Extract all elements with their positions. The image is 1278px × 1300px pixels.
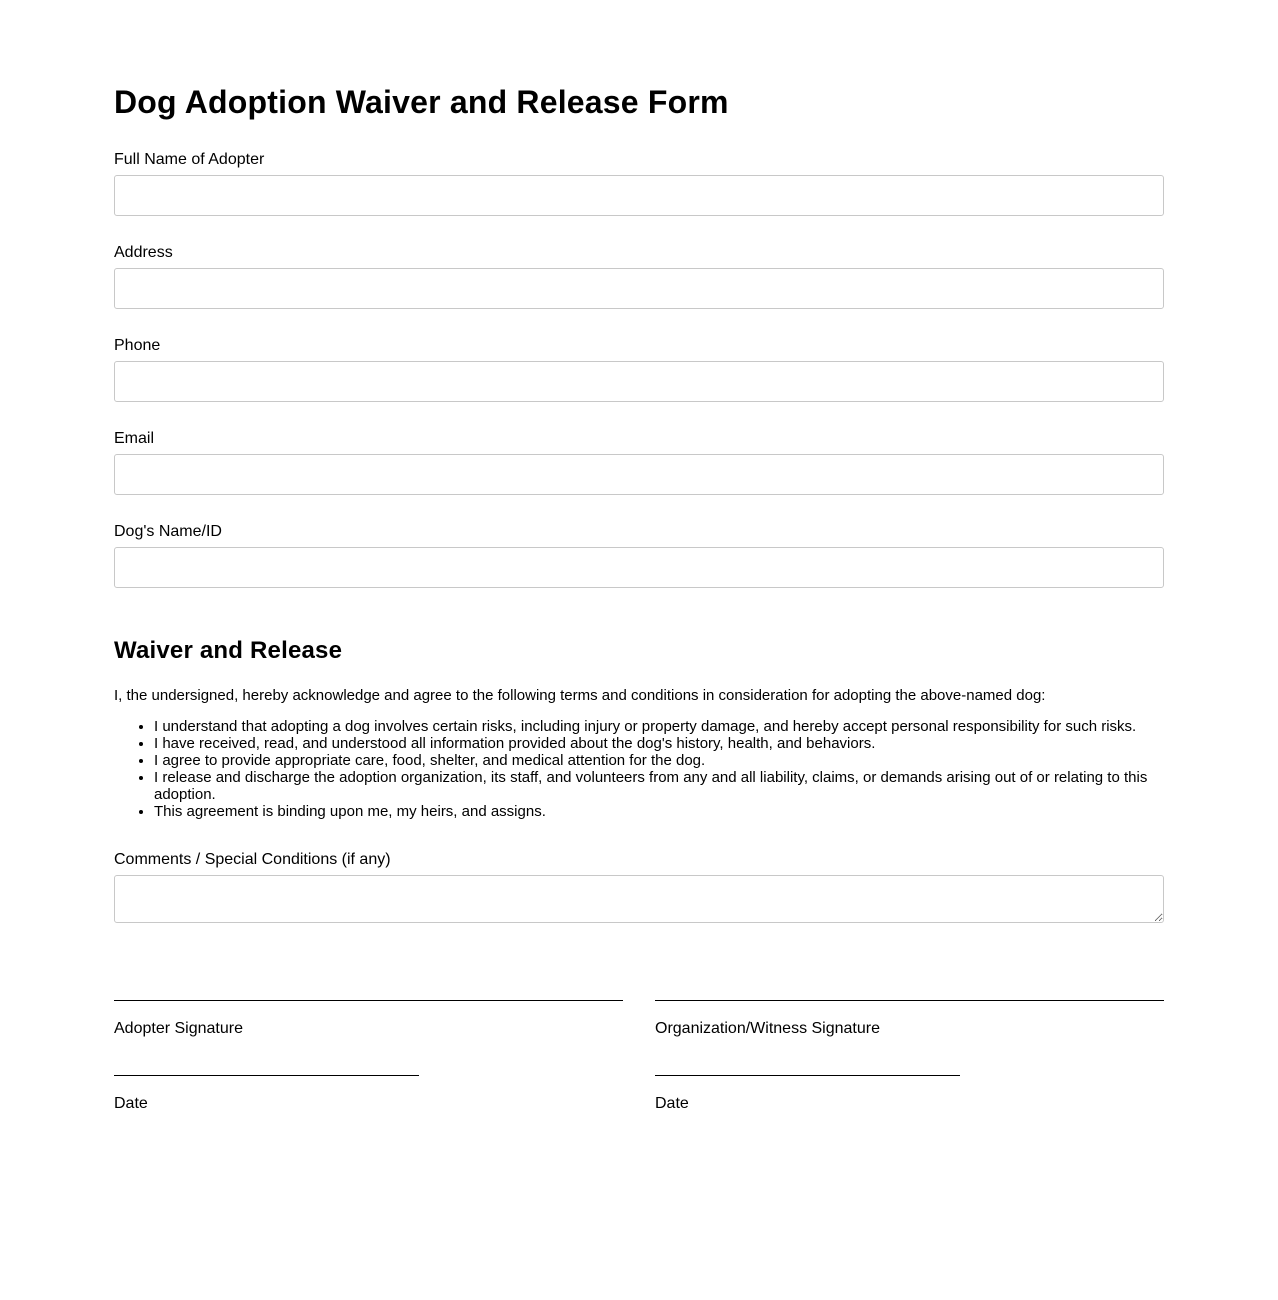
full-name-label: Full Name of Adopter: [114, 151, 265, 168]
witness-signature-label: Organization/Witness Signature: [655, 1020, 880, 1037]
waiver-term-item: • I agree to provide appropriate care, food, shelter, and medical attention for the dog.: [154, 752, 1164, 769]
address-label: Address: [114, 244, 173, 261]
adopter-signature-label: Adopter Signature: [114, 1020, 243, 1037]
email-group: [114, 430, 1164, 495]
page-title: Dog Adoption Waiver and Release Form: [114, 84, 729, 120]
witness-date-line[interactable]: [655, 1075, 960, 1076]
address-input[interactable]: [114, 268, 1164, 309]
comments-group: [114, 851, 1164, 923]
full-name-group: [114, 151, 1164, 216]
dog-name-label: Dog's Name/ID: [114, 523, 222, 540]
adopter-signature-line[interactable]: [114, 1000, 623, 1001]
phone-label: Phone: [114, 337, 161, 354]
full-name-input[interactable]: [114, 175, 1164, 216]
waiver-term-item: • I release and discharge the adoption organization, its staff, and volunteers from any and all liability, claims, or demands arising out of or relating to this adoption.: [154, 769, 1164, 803]
witness-date-label: Date: [655, 1095, 689, 1112]
waiver-term-item: • I have received, read, and understood all information provided about the dog's history, health, and behaviors.: [154, 735, 1164, 752]
comments-textarea[interactable]: [114, 875, 1164, 923]
email-label: Email: [114, 430, 155, 447]
witness-signature-line[interactable]: [655, 1000, 1164, 1001]
adopter-date-label: Date: [114, 1095, 148, 1112]
waiver-term-item: • I understand that adopting a dog involves certain risks, including injury or property damage, and hereby accept personal responsibility for such risks.: [154, 718, 1164, 735]
address-group: [114, 244, 1164, 309]
comments-label: Comments / Special Conditions (if any): [114, 851, 391, 868]
waiver-terms-list: [114, 718, 1164, 820]
waiver-form-page: [114, 0, 1164, 1143]
adopter-date-line[interactable]: [114, 1075, 419, 1076]
signature-section: [114, 923, 1164, 1143]
phone-input[interactable]: [114, 361, 1164, 402]
dog-name-input[interactable]: [114, 547, 1164, 588]
phone-group: [114, 337, 1164, 402]
email-input[interactable]: [114, 454, 1164, 495]
waiver-intro: I, the undersigned, hereby acknowledge and agree to the following terms and conditions in consideration for adopting the above-named dog:: [114, 687, 1046, 704]
waiver-term-item: • This agreement is binding upon me, my heirs, and assigns.: [154, 803, 1164, 820]
waiver-section-title: Waiver and Release: [114, 637, 343, 664]
dog-name-group: [114, 523, 1164, 588]
